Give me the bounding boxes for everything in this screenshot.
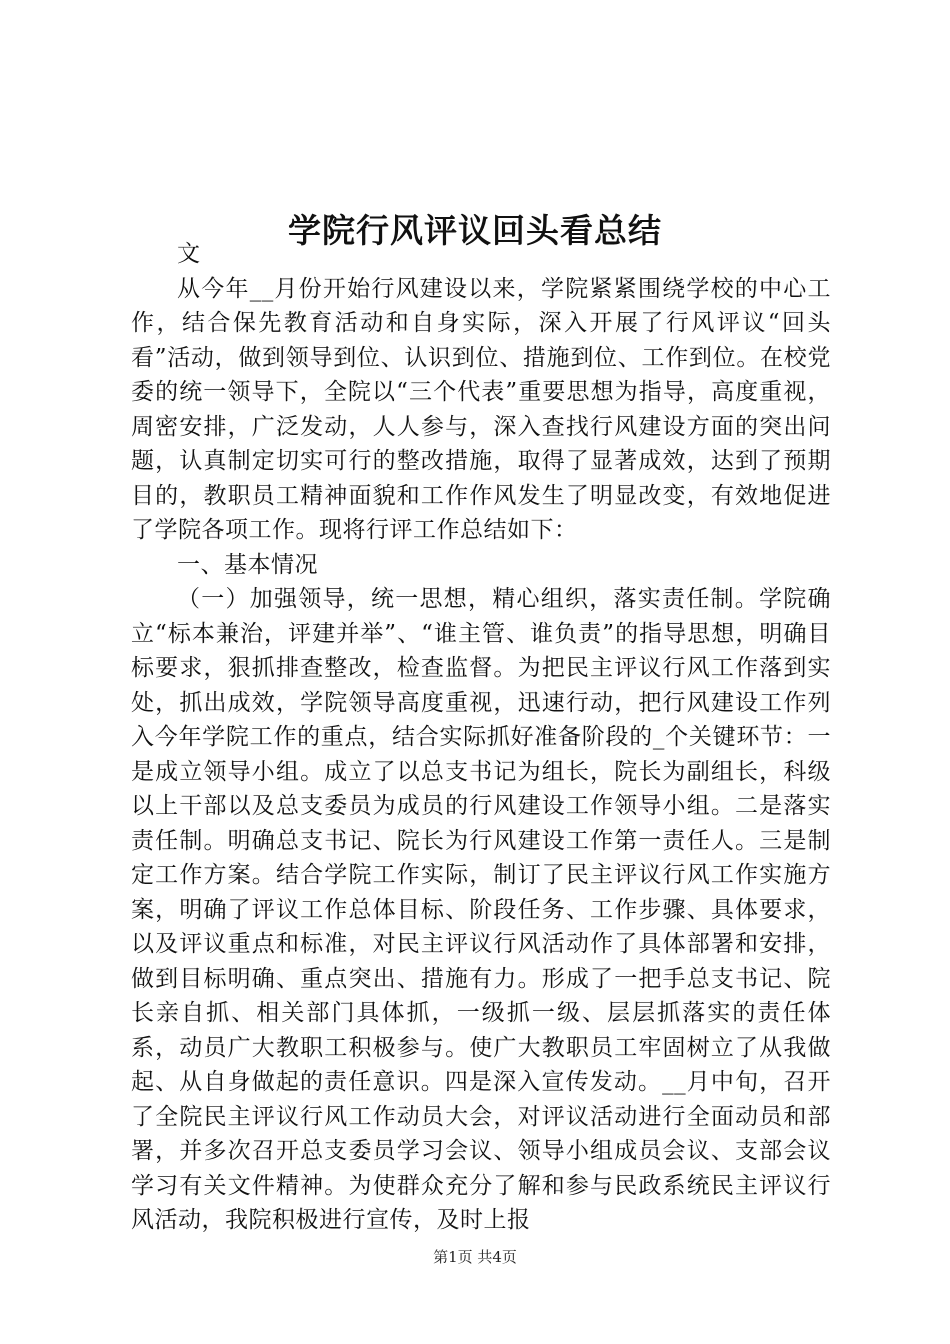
section-heading: 一、基本情况 bbox=[177, 551, 318, 578]
paragraph-author: 文 bbox=[177, 241, 201, 267]
page-footer: 第1页 共4页 bbox=[433, 1248, 517, 1266]
paragraph-intro: 从今年__月份开始行风建设以来，学院紧紧围绕学校的中心工作，结合保先教育活动和自身实际，深入开展了行风评议“回头看”活动，做到领导到位、认识到位、措施到位、工作到位。在校党委的统一领导下，全院以“三个代表”重要思想为指导，高度重视，周密安排，广泛发动，人人参与，深入查找行风建设方面的突出问题，认真制定切实可行的整改措施，取得了显著成效，达到了预期目的，教职员工精神面貌和工作作风发生了明显改变，有效地促进了学院各项工作。现将行评工作总结如下： bbox=[131, 275, 831, 543]
document-body bbox=[131, 237, 831, 1238]
paragraph-section-1: （一）加强领导，统一思想，精心组织，落实责任制。学院确立“标本兼治，评建并举”、“谁主管、谁负责”的指导思想，明确目标要求，狠抓排查整改，检查监督。为把民主评议行风工作落到实处，抓出成效，学院领导高度重视，迅速行动，把行风建设工作列入今年学院工作的重点，结合实际抓好准备阶段的_个关键环节：一是成立领导小组。成立了以总支书记为组长，院长为副组长，科级以上干部以及总支委员为成员的行风建设工作领导小组。二是落实责任制。明确总支书记、院长为行风建设工作第一责任人。三是制定工作方案。结合学院工作实际，制订了民主评议行风工作实施方案，明确了评议工作总体目标、阶段任务、工作步骤、具体要求，以及评议重点和标准，对民主评议行风活动作了具体部署和安排，做到目标明确、重点突出、措施有力。形成了一把手总支书记、院长亲自抓、相关部门具体抓，一级抓一级、层层抓落实的责任体系，动员广大教职工积极参与。使广大教职员工牢固树立了从我做起、从自身做起的责任意识。四是深入宣传发动。__月中旬，召开了全院民主评议行风工作动员大会，对评议活动进行全面动员和部署，并多次召开总支委员学习会议、领导小组成员会议、支部会议学习有关文件精神。为使群众充分了解和参与民政系统民主评议行风活动，我院积极进行宣传，及时上报 bbox=[131, 586, 831, 1233]
document-title: 学院行风评议回头看总结 bbox=[288, 211, 662, 251]
